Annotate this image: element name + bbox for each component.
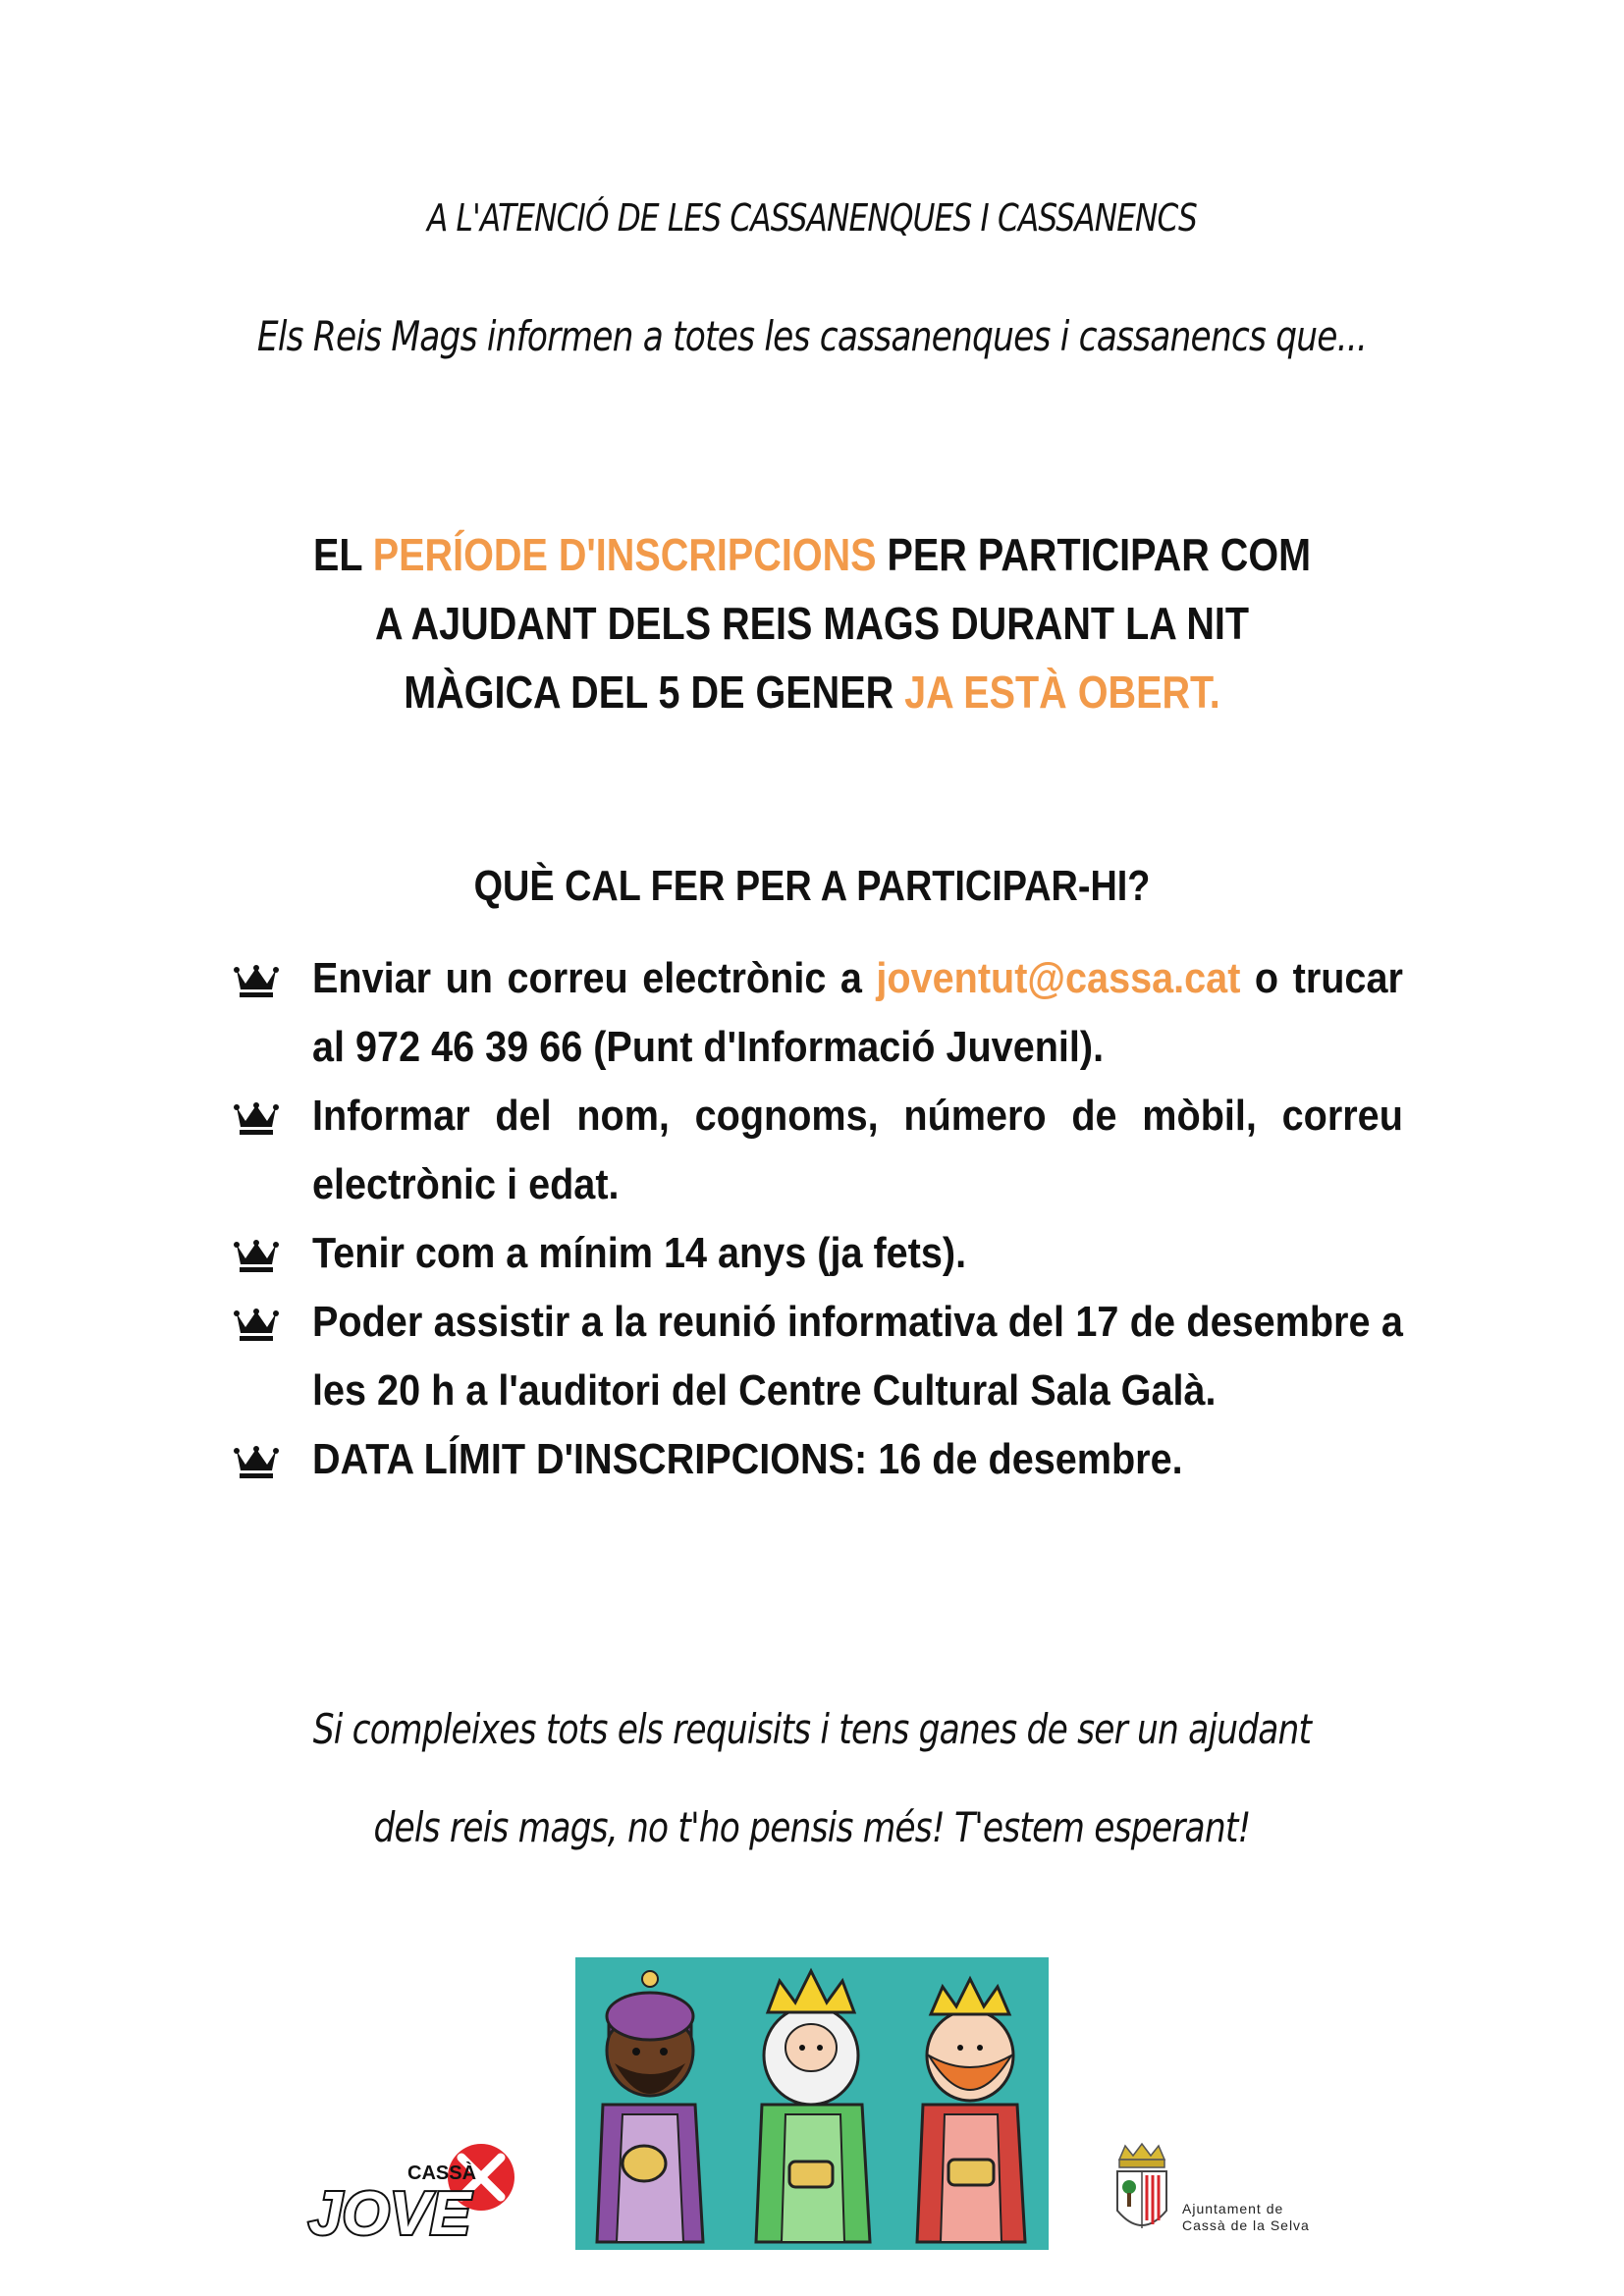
intro-line: Els Reis Mags informen a totes les cassanenques i cassanencs que... [256,312,1368,360]
crown-icon [234,1308,279,1343]
list-item [226,1082,1404,1219]
jove-logo-big-text: JOVE [308,2180,471,2248]
list-item [226,944,1404,1082]
list-item [226,1219,1404,1288]
requirement-5-text: DATA LÍMIT D'INSCRIPCIONS: 16 de desembre. [312,1435,1183,1483]
list-item [226,1425,1404,1494]
requirement-3-text: Tenir com a mínim 14 anys (ja fets). [312,1229,967,1277]
requirement-1-text-end: o trucar al 972 46 39 66 (Punt d'Informació Juvenil). [312,954,1403,1071]
king-baltasar-figure [917,1979,1025,2242]
cassa-jove-logo [304,2140,520,2248]
kings-drawing [575,1957,1049,2250]
ajuntament-line-1: Ajuntament de [1182,2201,1284,2216]
requirement-1-text: Enviar un correu electrònic a [312,954,877,1002]
king-melchior-figure [597,1971,703,2242]
coat-of-arms-icon [1108,2142,1176,2250]
requirement-2-text: Informar del nom, cognoms, número de mòbil, correu electrònic i edat. [312,1092,1403,1208]
requirement-4-text: Poder assistir a la reunió informativa del 17 de desembre a les 20 h a l'auditori del Centre Cultural Sala Galà. [312,1298,1403,1415]
closing-line-1: Si compleixes tots els requisits i tens ganes de ser un ajudant [312,1705,1312,1753]
king-gaspar-figure [756,1971,870,2242]
closing-message [146,1681,1478,1877]
announcement-text-2: PER PARTICIPAR COM A AJUDANT DELS REIS MAGS DURANT LA NIT MÀGICA DEL 5 DE GENER [374,529,1312,718]
crown-icon [234,1239,279,1274]
closing-line-2: dels reis mags, no t'ho pensis més! T'estem esperant! [373,1803,1251,1851]
crown-icon [234,1445,279,1480]
ajuntament-logo [1108,2142,1363,2250]
list-item [226,1288,1404,1425]
requirements-list [226,944,1404,1494]
announcement-highlight-period: PERÍODE D'INSCRIPCIONS [372,529,877,580]
three-kings-illustration [575,1957,1049,2250]
ajuntament-text [1182,2201,1310,2234]
requirements-heading: QUÈ CAL FER PER A PARTICIPAR-HI? [473,862,1151,910]
crown-icon [234,1101,279,1137]
announcement [308,520,1317,726]
email-link[interactable]: joventut@cassa.cat [876,954,1241,1002]
crown-icon [234,964,279,999]
announcement-highlight-open: JA ESTÀ OBERT. [904,667,1220,718]
attention-title: A L'ATENCIÓ DE LES CASSANENQUES I CASSANENCS [426,196,1198,240]
announcement-text-1: EL [312,529,373,580]
ajuntament-line-2: Cassà de la Selva [1182,2217,1310,2233]
jove-logo-small-text: CASSÀ [407,2163,477,2184]
